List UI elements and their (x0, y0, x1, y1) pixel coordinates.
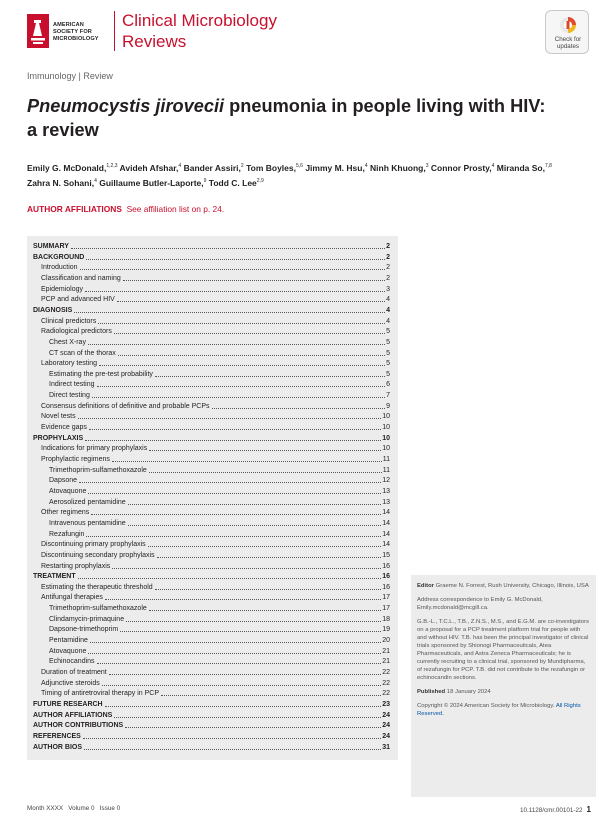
toc-leader-dots (149, 610, 381, 611)
toc-page-number: 5 (386, 360, 390, 368)
toc-entry[interactable] (41, 327, 390, 336)
footer-issue: Month XXXX Volume 0 Issue 0 (27, 805, 121, 812)
toc-leader-dots (78, 578, 382, 579)
affiliations-link[interactable]: See affiliation list on p. 24. (126, 204, 225, 214)
toc-page-number: 22 (382, 669, 390, 676)
toc-entry-label: Clinical predictors (41, 317, 97, 325)
toc-entry[interactable] (49, 498, 390, 507)
toc-entry-label: Trimethoprim-sulfamethoxazole (49, 605, 147, 613)
toc-leader-dots (88, 653, 381, 654)
toc-section[interactable] (33, 434, 390, 443)
toc-page-number: 5 (386, 349, 390, 357)
journal-title[interactable] (122, 10, 277, 52)
author-name: Avideh Afshar, (119, 162, 179, 173)
toc-entry-label: AUTHOR CONTRIBUTIONS (33, 722, 124, 730)
toc-leader-dots (148, 546, 382, 547)
toc-page-number: 14 (382, 530, 390, 538)
toc-entry-label: Other regimens (41, 509, 90, 517)
toc-section[interactable] (33, 721, 390, 730)
toc-entry-label: Atovaquone (49, 487, 87, 495)
toc-entry[interactable] (41, 551, 390, 560)
author-name: Zahra N. Sohani, (27, 177, 95, 188)
toc-page-number: 10 (382, 424, 390, 432)
header-divider (114, 11, 115, 51)
toc-entry[interactable] (49, 519, 390, 528)
toc-entry[interactable] (41, 285, 390, 294)
toc-entry[interactable] (41, 444, 390, 453)
toc-page-number: 14 (382, 509, 390, 517)
toc-section[interactable] (33, 253, 390, 262)
toc-leader-dots (102, 685, 381, 686)
author-affiliation-marker: 9 (203, 177, 207, 184)
toc-page-number: 2 (386, 243, 390, 250)
toc-page-number: 4 (386, 317, 390, 325)
toc-leader-dots (79, 482, 381, 483)
title-line-2: a review (27, 120, 99, 140)
author-affiliation-marker: 7,8 (544, 163, 552, 169)
toc-leader-dots (88, 344, 385, 345)
toc-entry-label: Echinocandins (49, 658, 95, 666)
toc-leader-dots (97, 386, 386, 387)
toc-entry[interactable] (49, 370, 390, 379)
toc-leader-dots (92, 397, 385, 398)
toc-entry-label: PCP and advanced HIV (41, 296, 115, 304)
toc-entry-label: PROPHYLAXIS (33, 434, 84, 442)
author-name: Ninh Khuong, (370, 162, 426, 173)
toc-leader-dots (86, 536, 381, 537)
copyright-line (417, 702, 590, 718)
check-for-updates-button[interactable] (545, 10, 589, 54)
journal-line-1: Clinical Microbiology (122, 11, 277, 30)
toc-section[interactable] (33, 711, 390, 720)
author-affiliation-marker: 1,2,3 (106, 163, 118, 169)
toc-page-number: 16 (382, 573, 390, 581)
toc-leader-dots (149, 472, 382, 473)
toc-entry-label: Direct testing (49, 392, 90, 400)
toc-page-number: 14 (382, 541, 390, 549)
toc-entry[interactable] (41, 689, 390, 698)
toc-page-number: 31 (382, 743, 390, 751)
toc-entry-label: Laboratory testing (41, 360, 98, 368)
toc-entry-label: DIAGNOSIS (33, 306, 73, 314)
toc-entry-label: Discontinuing secondary prophylaxis (41, 551, 155, 559)
toc-leader-dots (97, 663, 382, 664)
toc-entry[interactable] (41, 412, 390, 421)
toc-entry[interactable] (41, 562, 390, 571)
toc-section[interactable] (33, 242, 390, 251)
toc-leader-dots (105, 599, 381, 600)
toc-page-number: 5 (386, 338, 390, 346)
toc-page-number: 5 (386, 328, 390, 336)
toc-entry[interactable] (49, 615, 390, 624)
toc-leader-dots (128, 504, 382, 505)
toc-entry[interactable] (49, 530, 390, 539)
toc-entry-label: Radiological predictors (41, 328, 112, 336)
toc-leader-dots (85, 291, 385, 292)
author-name: Emily G. McDonald, (27, 162, 107, 173)
toc-entry[interactable] (49, 391, 390, 400)
editor-text: Graeme N. Forrest, Rush University, Chicago, Illinois, USA (435, 583, 589, 589)
toc-leader-dots (155, 376, 385, 377)
toc-leader-dots (112, 568, 381, 569)
toc-entry-label: Antifungal therapies (41, 594, 103, 602)
toc-section[interactable] (33, 732, 390, 741)
org-line-1: AMERICAN (53, 22, 84, 28)
toc-entry[interactable] (41, 668, 390, 677)
toc-leader-dots (98, 323, 385, 324)
toc-entry[interactable] (41, 359, 390, 368)
toc-leader-dots (120, 631, 381, 632)
correspondence: Address correspondence to Emily G. McDonald, Emily.mcdonald@mcgill.ca. (417, 597, 543, 611)
toc-entry-label: Dapsone-trimethoprim (49, 626, 119, 634)
toc-entry[interactable] (41, 593, 390, 602)
toc-page-number: 21 (382, 647, 390, 655)
toc-entry[interactable] (49, 625, 390, 634)
author-name: Connor Prosty, (430, 162, 492, 173)
toc-leader-dots (155, 589, 382, 590)
check-line-2: updates (556, 43, 580, 50)
toc-page-number: 14 (382, 519, 390, 527)
toc-entry[interactable] (49, 338, 390, 347)
toc-entry[interactable] (41, 455, 390, 464)
toc-entry-label: Epidemiology (41, 285, 84, 293)
toc-entry-label: Novel tests (41, 413, 76, 421)
toc-leader-dots (84, 749, 381, 750)
toc-leader-dots (128, 525, 382, 526)
toc-entry-label: Rezafungin (49, 530, 85, 538)
toc-leader-dots (91, 514, 381, 515)
toc-section[interactable] (33, 306, 390, 315)
toc-section[interactable] (33, 743, 390, 752)
toc-entry[interactable] (41, 583, 390, 592)
toc-page-number: 17 (382, 605, 390, 613)
author-name: Todd C. Lee (208, 177, 257, 188)
editor-line (417, 582, 590, 590)
toc-page-number: 11 (382, 466, 390, 474)
toc-leader-dots (161, 695, 381, 696)
toc-leader-dots (99, 365, 385, 366)
toc-entry[interactable] (41, 317, 390, 326)
toc-page-number: 24 (382, 711, 390, 719)
toc-entry-label: Restarting prophylaxis (41, 562, 111, 570)
toc-page-number: 9 (386, 402, 390, 410)
toc-entry-label: Chest X-ray (49, 338, 86, 346)
journal-line-2: Reviews (122, 32, 187, 51)
footer-doi[interactable]: 10.1128/cmr.00101-22 (519, 807, 583, 814)
toc-entry-label: Estimating the therapeutic threshold (41, 583, 153, 591)
toc-leader-dots (90, 642, 381, 643)
toc-entry-label: REFERENCES (33, 732, 81, 740)
toc-page-number: 15 (382, 551, 390, 559)
toc-page-number: 5 (386, 370, 390, 378)
toc-section[interactable] (33, 572, 390, 581)
article-title (27, 94, 577, 142)
toc-entry-label: CT scan of the thorax (49, 349, 116, 357)
toc-entry-label: Intravenous pentamidine (49, 519, 126, 527)
toc-page-number: 3 (386, 285, 390, 293)
toc-entry[interactable] (49, 604, 390, 613)
toc-page-number: 24 (382, 732, 390, 740)
toc-entry-label: Timing of antiretroviral therapy in PCP (41, 690, 160, 698)
toc-page-number: 6 (386, 381, 390, 389)
author-name: Tom Boyles, (246, 162, 296, 173)
toc-entry[interactable] (49, 466, 390, 475)
toc-entry[interactable] (41, 423, 390, 432)
toc-entry-label: Duration of treatment (41, 669, 107, 676)
disclosure: G.B.-L., T.C.L., T.B., Z.N.S., M.S., and E.G.M. are co-investigators on a proposal for a PCP treatment platform trial for people with and without HIV. T.B. has been the principal investigator of clinical trials sponsored by Shionogi Pharmaceuticals, Atea Pharmaceuticals, and Astra Zeneca Pharmaceuticals; he is currently recruiting to a clinical trial, sponsored by Mundipharma, of rezafungin for PCP. T.B. did not contribute to the rezafungin or echinocandin sections. (417, 619, 589, 681)
toc-leader-dots (109, 674, 381, 675)
toc-entry[interactable] (41, 295, 390, 304)
toc-entry-label: Introduction (41, 264, 78, 272)
toc-leader-dots (114, 333, 385, 334)
check-updates-icon (559, 16, 577, 34)
toc-entry-label: Aerosolized pentamidine (49, 498, 126, 506)
toc-entry[interactable] (49, 657, 390, 666)
title-rest: pneumonia in people living with HIV: (224, 96, 546, 116)
toc-entry-label: Clindamycin-primaquine (49, 615, 125, 623)
toc-entry[interactable] (41, 402, 390, 411)
toc-page-number: 7 (386, 392, 390, 400)
footer-right (520, 805, 591, 814)
toc-leader-dots (114, 717, 381, 718)
section-tag: Immunology | Review (27, 71, 113, 81)
toc-page-number: 10 (382, 413, 390, 421)
toc-page-number: 22 (382, 679, 390, 687)
toc-leader-dots (80, 269, 386, 270)
affiliations-label: AUTHOR AFFILIATIONS (27, 204, 122, 214)
toc-leader-dots (89, 429, 381, 430)
toc-leader-dots (85, 440, 381, 441)
rights-link[interactable]: All Rights Reserved. (417, 703, 581, 717)
author-list (27, 160, 587, 190)
toc-entry-label: Prophylactic regimens (41, 456, 110, 463)
published-label: Published (417, 689, 446, 695)
toc-leader-dots (157, 557, 382, 558)
toc-entry-label: Indirect testing (49, 381, 95, 389)
toc-entry-label: SUMMARY (33, 243, 69, 250)
toc-entry-label: Trimethoprim-sulfamethoxazole (49, 466, 147, 474)
toc-page-number: 24 (382, 722, 390, 730)
author-affiliation-marker: 5,6 (295, 163, 303, 169)
toc-entry[interactable] (41, 540, 390, 549)
toc-entry-label: Indications for primary prophylaxis (41, 445, 148, 453)
asm-logo (27, 14, 107, 52)
toc-page-number: 16 (382, 583, 390, 591)
published-date: 18 January 2024 (446, 689, 491, 695)
toc-page-number: 19 (382, 626, 390, 634)
toc-page-number: 4 (386, 296, 390, 304)
toc-page-number: 2 (386, 264, 390, 272)
toc-entry[interactable] (49, 476, 390, 485)
editor-label: Editor (417, 583, 435, 589)
toc-entry-label: Atovaquone (49, 647, 87, 655)
toc-entry[interactable] (41, 263, 390, 272)
toc-entry-label: Dapsone (49, 477, 78, 485)
toc-entry-label: BACKGROUND (33, 253, 85, 261)
toc-entry-label: FUTURE RESEARCH (33, 700, 103, 708)
toc-page-number: 21 (382, 658, 390, 666)
copyright-text: Copyright © 2024 American Society for Microbiology. (417, 703, 555, 709)
toc-entry[interactable] (49, 636, 390, 645)
toc-leader-dots (123, 280, 385, 281)
toc-page-number: 10 (382, 434, 390, 442)
toc-leader-dots (125, 727, 381, 728)
toc-page-number: 23 (382, 700, 390, 708)
toc-page-number: 4 (386, 306, 390, 314)
toc-leader-dots (88, 493, 381, 494)
toc-page-number: 10 (382, 445, 390, 453)
author-name: Guillaume Butler-Laporte, (99, 177, 204, 188)
toc-leader-dots (126, 621, 381, 622)
check-updates-text (546, 36, 590, 50)
toc-entry[interactable] (49, 487, 390, 496)
author-name: Jimmy M. Hsu, (305, 162, 365, 173)
toc-entry[interactable] (41, 679, 390, 688)
toc-page-number: 17 (382, 594, 390, 602)
author-name: Miranda So, (496, 162, 545, 173)
toc-leader-dots (118, 355, 385, 356)
toc-leader-dots (83, 738, 381, 739)
table-of-contents (27, 236, 398, 760)
asm-logo-mark (27, 14, 49, 48)
org-line-2: SOCIETY FOR (53, 29, 92, 35)
footer-page: 1 (586, 805, 591, 814)
toc-page-number: 12 (382, 477, 390, 485)
author-name: Bander Assiri, (183, 162, 241, 173)
article-info-box (411, 575, 596, 797)
toc-leader-dots (86, 259, 385, 260)
toc-page-number: 11 (382, 456, 390, 463)
toc-entry[interactable] (41, 508, 390, 517)
asm-org-name (53, 22, 99, 43)
toc-leader-dots (112, 461, 382, 462)
author-affiliation-marker: 2 (240, 163, 244, 169)
toc-entry[interactable] (49, 349, 390, 358)
toc-entry-label: AUTHOR AFFILIATIONS (33, 711, 113, 719)
toc-page-number: 16 (382, 562, 390, 570)
toc-entry[interactable] (41, 274, 390, 283)
toc-page-number: 22 (382, 690, 390, 698)
author-affiliation-marker: 4 (491, 163, 495, 169)
author-affiliation-marker: 4 (178, 163, 182, 169)
toc-entry[interactable] (49, 647, 390, 656)
toc-entry-label: Estimating the pre-test probability (49, 370, 153, 378)
toc-entry-label: Discontinuing primary prophylaxis (41, 541, 146, 549)
toc-entry-label: AUTHOR BIOS (33, 743, 82, 751)
toc-leader-dots (212, 408, 386, 409)
toc-page-number: 20 (382, 637, 390, 645)
toc-page-number: 13 (382, 498, 390, 506)
toc-leader-dots (74, 312, 385, 313)
toc-leader-dots (78, 418, 382, 419)
title-italic: Pneumocystis jirovecii (27, 96, 225, 116)
toc-page-number: 13 (382, 487, 390, 495)
published-line (417, 688, 590, 696)
toc-entry-label: Evidence gaps (41, 424, 87, 432)
toc-leader-dots (71, 248, 385, 249)
toc-entry-label: Adjunctive steroids (41, 679, 100, 687)
toc-entry-label: Classification and naming (41, 274, 121, 282)
toc-page-number: 2 (386, 274, 390, 282)
toc-entry-label: Consensus definitions of definitive and probable PCPs (41, 402, 210, 410)
check-line-1: Check for (554, 36, 582, 43)
author-affiliation-marker: 4 (94, 177, 97, 184)
toc-leader-dots (149, 450, 381, 451)
org-line-3: MICROBIOLOGY (53, 36, 99, 42)
toc-leader-dots (105, 706, 382, 707)
author-affiliations (27, 204, 224, 214)
author-affiliation-marker: 2,9 (256, 177, 264, 184)
toc-page-number: 18 (382, 615, 390, 623)
toc-entry[interactable] (49, 380, 390, 389)
author-affiliation-marker: 3 (425, 163, 429, 169)
toc-entry-label: TREATMENT (33, 573, 76, 581)
toc-entry-label: Pentamidine (49, 637, 88, 645)
author-affiliation-marker: 4 (364, 163, 368, 169)
toc-section[interactable] (33, 700, 390, 709)
toc-page-number: 2 (386, 253, 390, 261)
toc-leader-dots (117, 301, 385, 302)
